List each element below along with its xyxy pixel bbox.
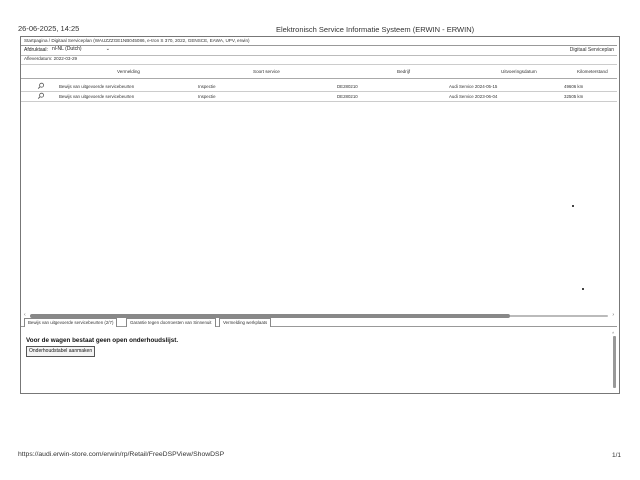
scroll-right-icon[interactable]: › xyxy=(612,312,614,318)
table-row[interactable] xyxy=(21,92,617,102)
print-title: Elektronisch Service Informatie Systeem (ERWIN - ERWIN) xyxy=(276,25,475,34)
col-vermelding[interactable]: Vermelding xyxy=(117,69,140,74)
cell-datum: Audi Service 2023-06-04 xyxy=(449,94,498,99)
print-datetime: 26-06-2025, 14:25 xyxy=(18,24,80,33)
vertical-scrollbar[interactable] xyxy=(612,330,617,390)
cell-vermelding: Bewijs van uitgevoerde servicebeurten xyxy=(59,94,135,99)
magnifier-icon[interactable] xyxy=(37,92,45,100)
table-header xyxy=(21,64,617,79)
scan-speck xyxy=(582,288,584,290)
cell-bedrijf: DE280210 xyxy=(337,94,358,99)
language-select[interactable] xyxy=(52,46,110,53)
chevron-down-icon: ⌄ xyxy=(105,46,110,52)
breadcrumb: Startpagina / Digitaal Serviceplan (WAUZZZGE1NB045086, e-tron S 370, 2022, GENSCE, EAWA, UPV, erwin) xyxy=(24,38,250,43)
delivery-date: Afleverdatum: 2022-03-29 xyxy=(24,56,78,61)
page-label: Digitaal Serviceplan xyxy=(569,47,614,53)
col-bedrijf[interactable]: Bedrijf xyxy=(397,69,411,74)
create-maintenance-table-button[interactable]: Onderhoudstabel aanmaken xyxy=(26,346,95,357)
page-number: 1/1 xyxy=(612,452,622,459)
cell-vermelding: Bewijs van uitgevoerde servicebeurten xyxy=(59,84,135,89)
cell-bedrijf: DE280210 xyxy=(337,84,358,89)
scan-speck xyxy=(572,205,574,207)
cell-km: 32505 km xyxy=(564,94,584,99)
magnifier-icon[interactable] xyxy=(37,82,45,90)
col-uitvoeringsdatum[interactable]: Uitvoeringsdatum xyxy=(501,69,537,74)
cell-km: 49606 km xyxy=(564,84,584,89)
language-select-value: nl-NL (Dutch) xyxy=(52,46,82,52)
no-open-list-notice: Voor de wagen bestaat geen open onderhoudslijst. xyxy=(26,337,179,344)
cell-soort: Inspectie xyxy=(198,84,216,89)
cell-soort: Inspectie xyxy=(198,94,216,99)
scroll-left-icon[interactable]: ‹ xyxy=(24,312,26,318)
col-kilometerstand[interactable]: Kilometerstand xyxy=(577,69,608,74)
tab-vermelding-werkplaats[interactable]: Vermelding werkplaats xyxy=(219,318,271,327)
afdrukstaal-label: Afdruktaal: xyxy=(24,47,48,53)
cell-datum: Audi Service 2024-05-15 xyxy=(449,84,498,89)
print-url: https://audi.erwin-store.com/erwin/rp/Retail/FreeDSPView/ShowDSP xyxy=(18,451,225,458)
toolbar xyxy=(21,45,617,56)
table-row[interactable] xyxy=(21,82,617,92)
vscroll-thumb[interactable] xyxy=(613,336,616,388)
scroll-up-icon[interactable]: ˄ xyxy=(612,330,615,335)
tab-garantie[interactable]: Garantie tegen doorroesten van Sinnenuit xyxy=(126,318,216,327)
tab-servicebeurten[interactable]: Bewijs van uitgevoerde servicebeurten (2/7) xyxy=(24,318,117,327)
col-soort-service[interactable]: Soort service xyxy=(253,69,280,74)
